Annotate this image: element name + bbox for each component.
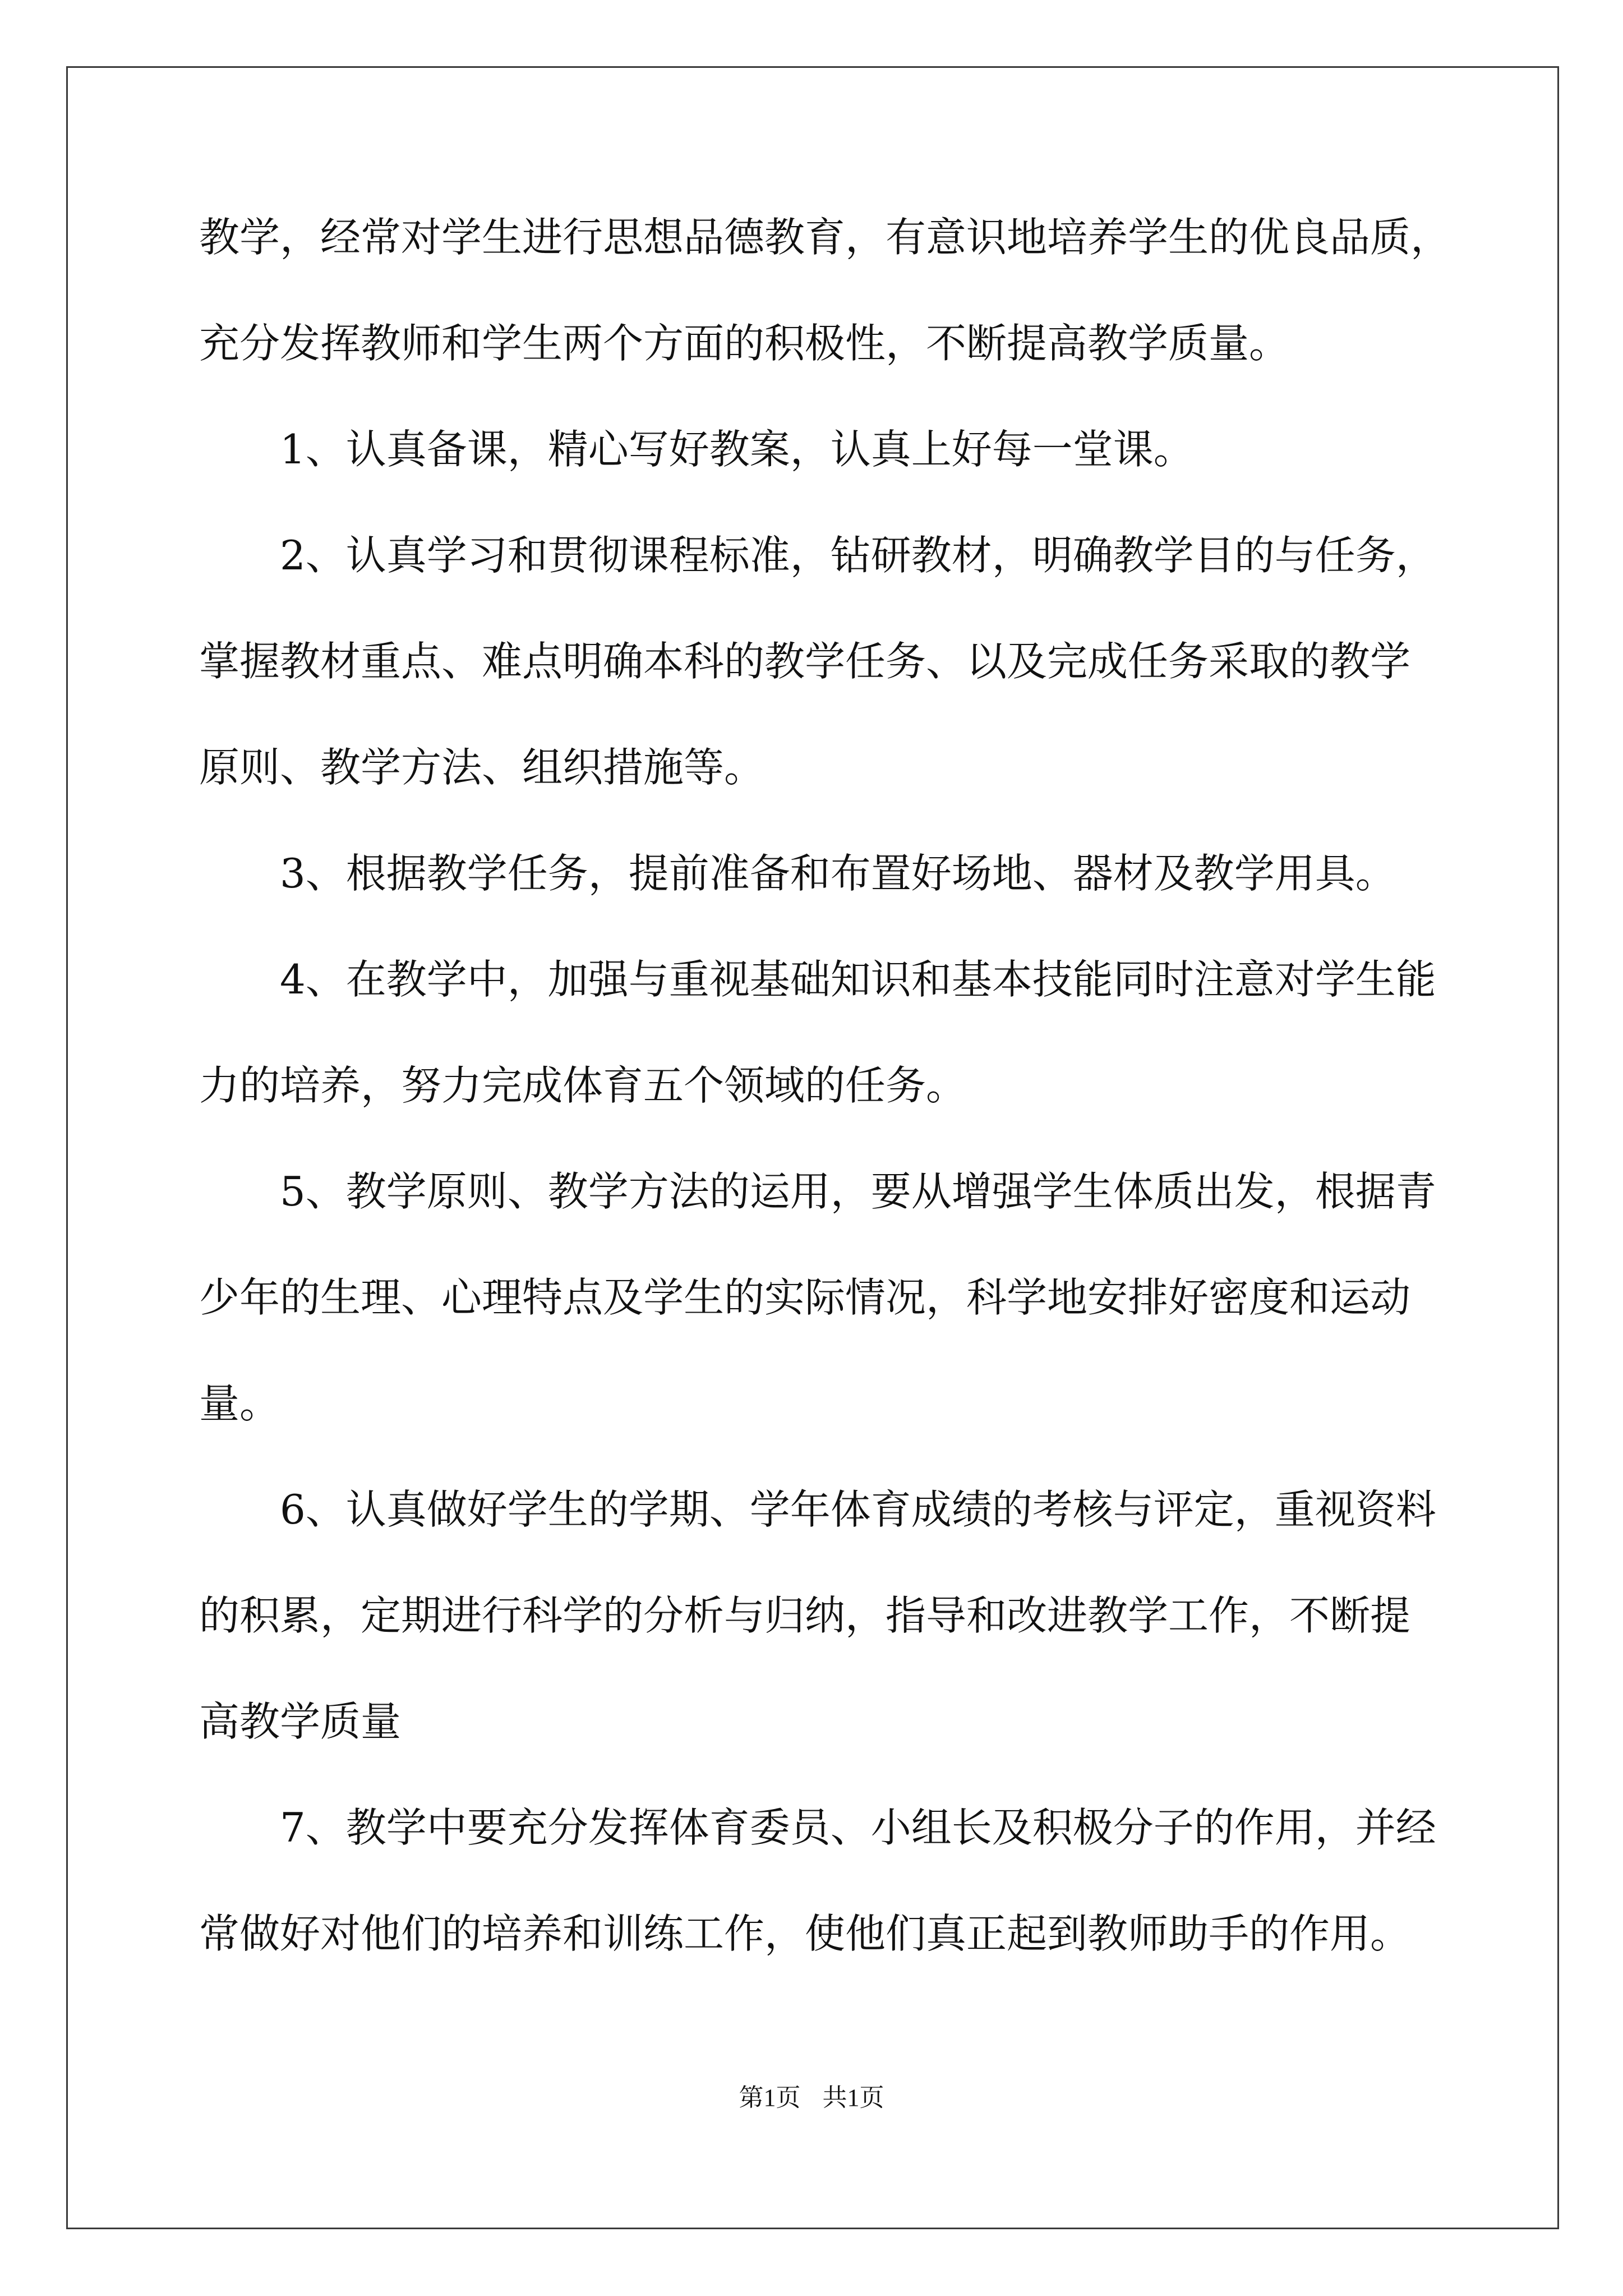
text-line-2: 充分发挥教师和学生两个方面的积极性，不断提高教学质量。 xyxy=(199,320,1290,367)
text-line-17: 常做好对他们的培养和训练工作，使他们真正起到教师助手的作用。 xyxy=(199,1910,1411,1957)
page-number-current: 第1页 xyxy=(739,2084,801,2111)
text-line-7: 3、根据教学任务，提前准备和布置好场地、器材及教学用具。 xyxy=(280,850,1396,897)
text-line-9: 力的培养，努力完成体育五个领域的任务。 xyxy=(199,1062,967,1109)
text-line-13: 6、认真做好学生的学期、学年体育成绩的考核与评定，重视资料 xyxy=(280,1486,1436,1533)
text-line-16: 7、教学中要充分发挥体育委员、小组长及积极分子的作用，并经 xyxy=(280,1804,1436,1851)
text-line-10: 5、教学原则、教学方法的运用，要从增强学生体质出发，根据青 xyxy=(280,1168,1436,1215)
text-line-8: 4、在教学中，加强与重视基础知识和基本技能同时注意对学生能 xyxy=(280,956,1436,1003)
text-line-4: 2、认真学习和贯彻课程标准，钻研教材，明确教学目的与任务， xyxy=(280,532,1436,579)
page-footer xyxy=(0,2081,1623,2115)
document-body xyxy=(199,210,1451,2013)
text-line-6: 原则、教学方法、组织措施等。 xyxy=(199,744,765,791)
page-number-total: 共1页 xyxy=(822,2084,884,2111)
text-line-12: 量。 xyxy=(199,1380,280,1427)
text-line-3: 1、认真备课，精心写好教案，认真上好每一堂课。 xyxy=(280,426,1194,473)
text-line-1: 教学，经常对学生进行思想品德教育，有意识地培养学生的优良品质， xyxy=(199,214,1451,261)
text-line-14: 的积累，定期进行科学的分析与归纳，指导和改进教学工作，不断提 xyxy=(199,1592,1411,1639)
text-line-11: 少年的生理、心理特点及学生的实际情况，科学地安排好密度和运动 xyxy=(199,1274,1411,1321)
text-line-15: 高教学质量 xyxy=(199,1698,402,1745)
text-line-5: 掌握教材重点、难点明确本科的教学任务、以及完成任务采取的教学 xyxy=(199,638,1411,685)
